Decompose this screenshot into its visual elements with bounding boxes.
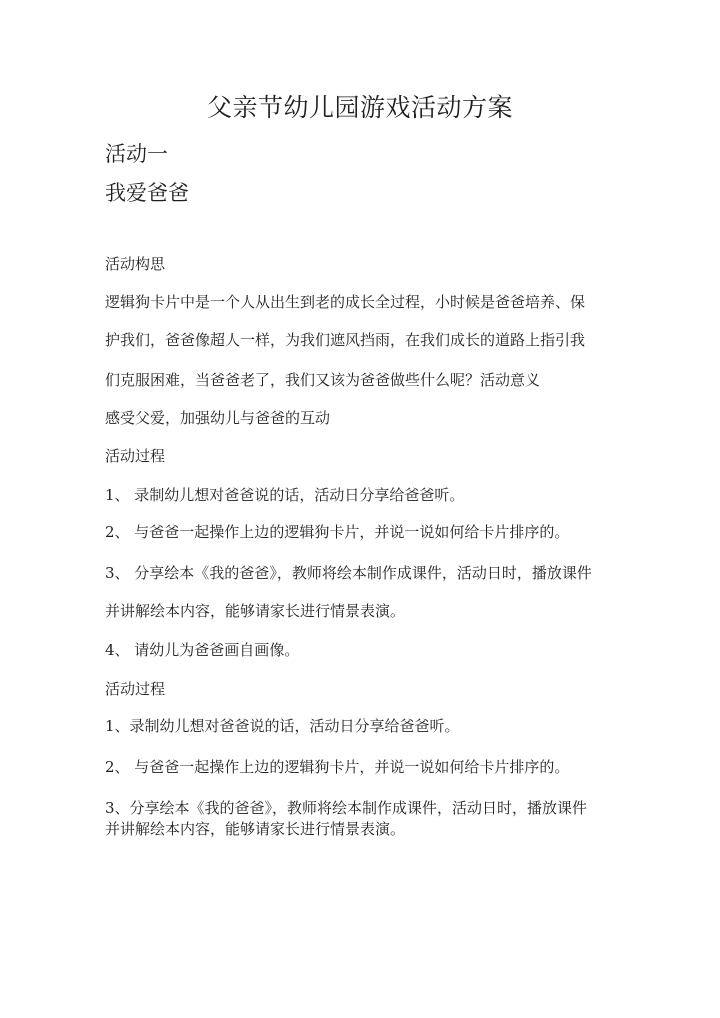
process-item-continuation: 并讲解绘本内容，能够请家长进行情景表演。 bbox=[105, 602, 406, 620]
process-item: 1、录制幼儿想对爸爸说的话，活动日分享给爸爸听。 bbox=[105, 717, 460, 735]
concept-line: 护我们，爸爸像超人一样，为我们遮风挡雨，在我们成长的道路上指引我 bbox=[105, 331, 586, 349]
section-heading-process: 活动过程 bbox=[105, 680, 166, 698]
process-item: 4、 请幼儿为爸爸画自画像。 bbox=[105, 641, 300, 659]
process-item: 3、 分享绘本《我的爸爸》，教师将绘本制作成课件，活动日时，播放课件 bbox=[105, 564, 592, 582]
process-item: 3、分享绘本《我的爸爸》，教师将绘本制作成课件，活动日时，播放课件 bbox=[105, 799, 588, 817]
process-item: 1、 录制幼儿想对爸爸说的话，活动日分享给爸爸听。 bbox=[105, 486, 465, 504]
process-item-continuation: 并讲解绘本内容，能够请家长进行情景表演。 bbox=[105, 820, 406, 838]
activity-label: 活动一 bbox=[105, 142, 168, 166]
section-heading-process: 活动过程 bbox=[105, 447, 166, 465]
process-item: 2、 与爸爸一起操作上边的逻辑狗卡片，并说一说如何给卡片排序的。 bbox=[105, 523, 570, 541]
concept-line: 感受父爱，加强幼儿与爸爸的互动 bbox=[105, 409, 331, 427]
concept-line: 们克服困难，当爸爸老了，我们又该为爸爸做些什么呢？活动意义 bbox=[105, 371, 541, 389]
process-item: 2、 与爸爸一起操作上边的逻辑狗卡片，并说一说如何给卡片排序的。 bbox=[105, 758, 570, 776]
activity-name: 我爱爸爸 bbox=[105, 181, 189, 205]
section-heading-concept: 活动构思 bbox=[105, 255, 166, 273]
concept-line: 逻辑狗卡片中是一个人从出生到老的成长全过程，小时候是爸爸培养、保 bbox=[105, 293, 586, 311]
page-title: 父亲节幼儿园游戏活动方案 bbox=[206, 93, 513, 122]
